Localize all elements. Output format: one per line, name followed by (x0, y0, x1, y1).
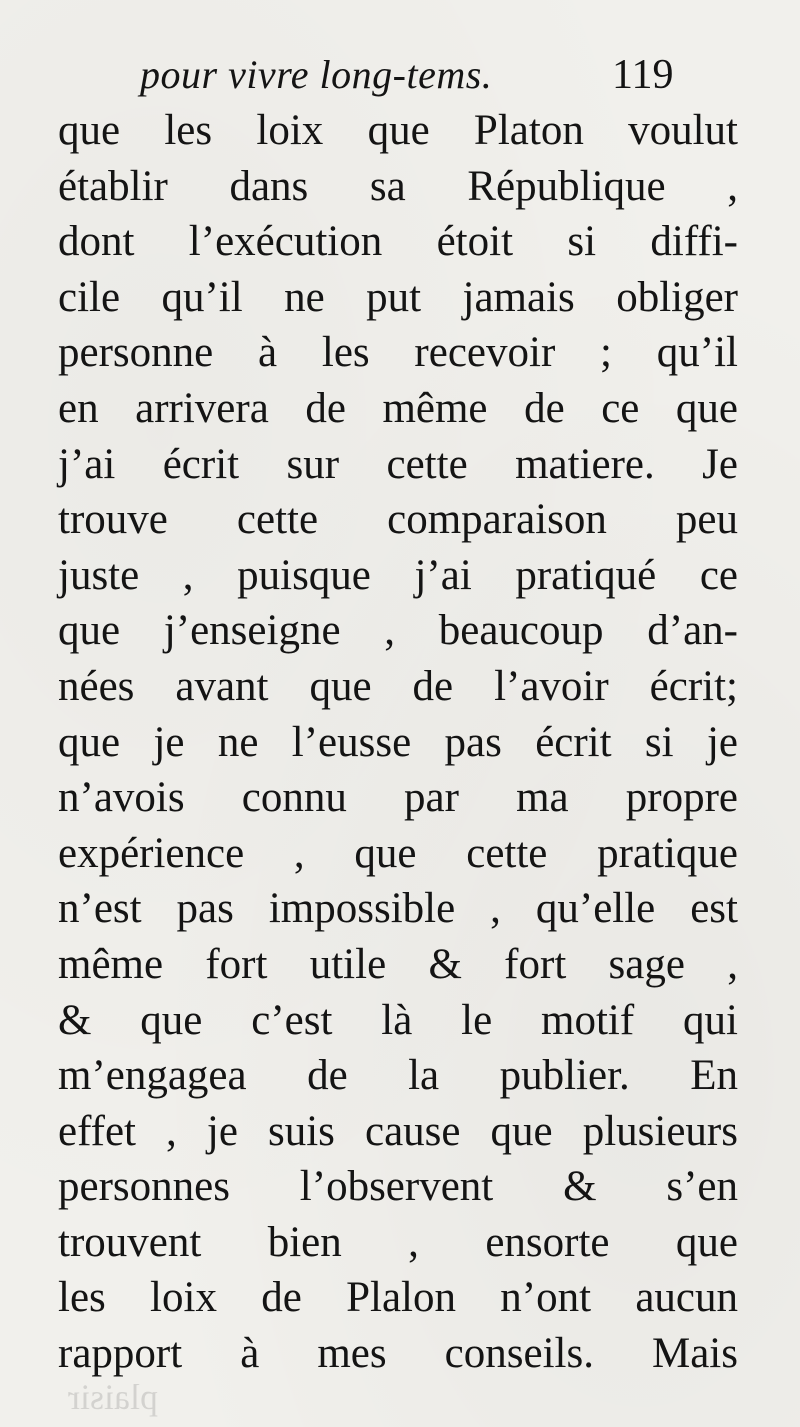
text-line: trouvent bien , ensorte que (58, 1218, 738, 1266)
text-line: dont l’exécution étoit si diffi- (58, 218, 738, 266)
text-line: effet , je suis cause que plusieurs (58, 1107, 738, 1155)
text-line: établir dans sa République , (58, 162, 738, 210)
text-line: que je ne l’eusse pas écrit si je (58, 718, 738, 766)
running-title: pour vivre long-tems. (140, 52, 493, 97)
text-line: que les loix que Platon voulut (58, 107, 738, 154)
text-line: j’ai écrit sur cette matiere. Je (58, 440, 738, 488)
text-line: & que c’est là le motif qui (58, 996, 738, 1044)
running-head (0, 48, 800, 102)
text-line: cile qu’il ne put jamais obliger (58, 273, 738, 321)
text-line: juste , puisque j’ai pratiqué ce (58, 551, 738, 599)
text-line: personnes l’observent & s’en (58, 1163, 738, 1211)
text-line: trouve cette comparaison peu (58, 496, 738, 544)
text-line: même fort utile & fort sage , (58, 940, 738, 988)
page-number: 119 (612, 52, 674, 98)
text-line: expérience , que cette pratique (58, 829, 738, 877)
text-line: personne à les recevoir ; qu’il (58, 329, 738, 377)
text-line: que j’enseigne , beaucoup d’an- (58, 607, 738, 655)
body-text (58, 103, 738, 1382)
text-line: n’est pas impossible , qu’elle est (58, 885, 738, 933)
text-line: les loix de Plalon n’ont aucun (58, 1274, 738, 1322)
text-line: rapport à mes conseils. Mais (58, 1330, 738, 1378)
text-line: m’engagea de la publier. En (58, 1052, 738, 1100)
text-line: nées avant que de l’avoir écrit; (58, 662, 738, 710)
bleed-through-text: plaisir (68, 1377, 158, 1417)
text-line: en arrivera de même de ce que (58, 384, 738, 432)
text-line: n’avois connu par ma propre (58, 774, 738, 822)
